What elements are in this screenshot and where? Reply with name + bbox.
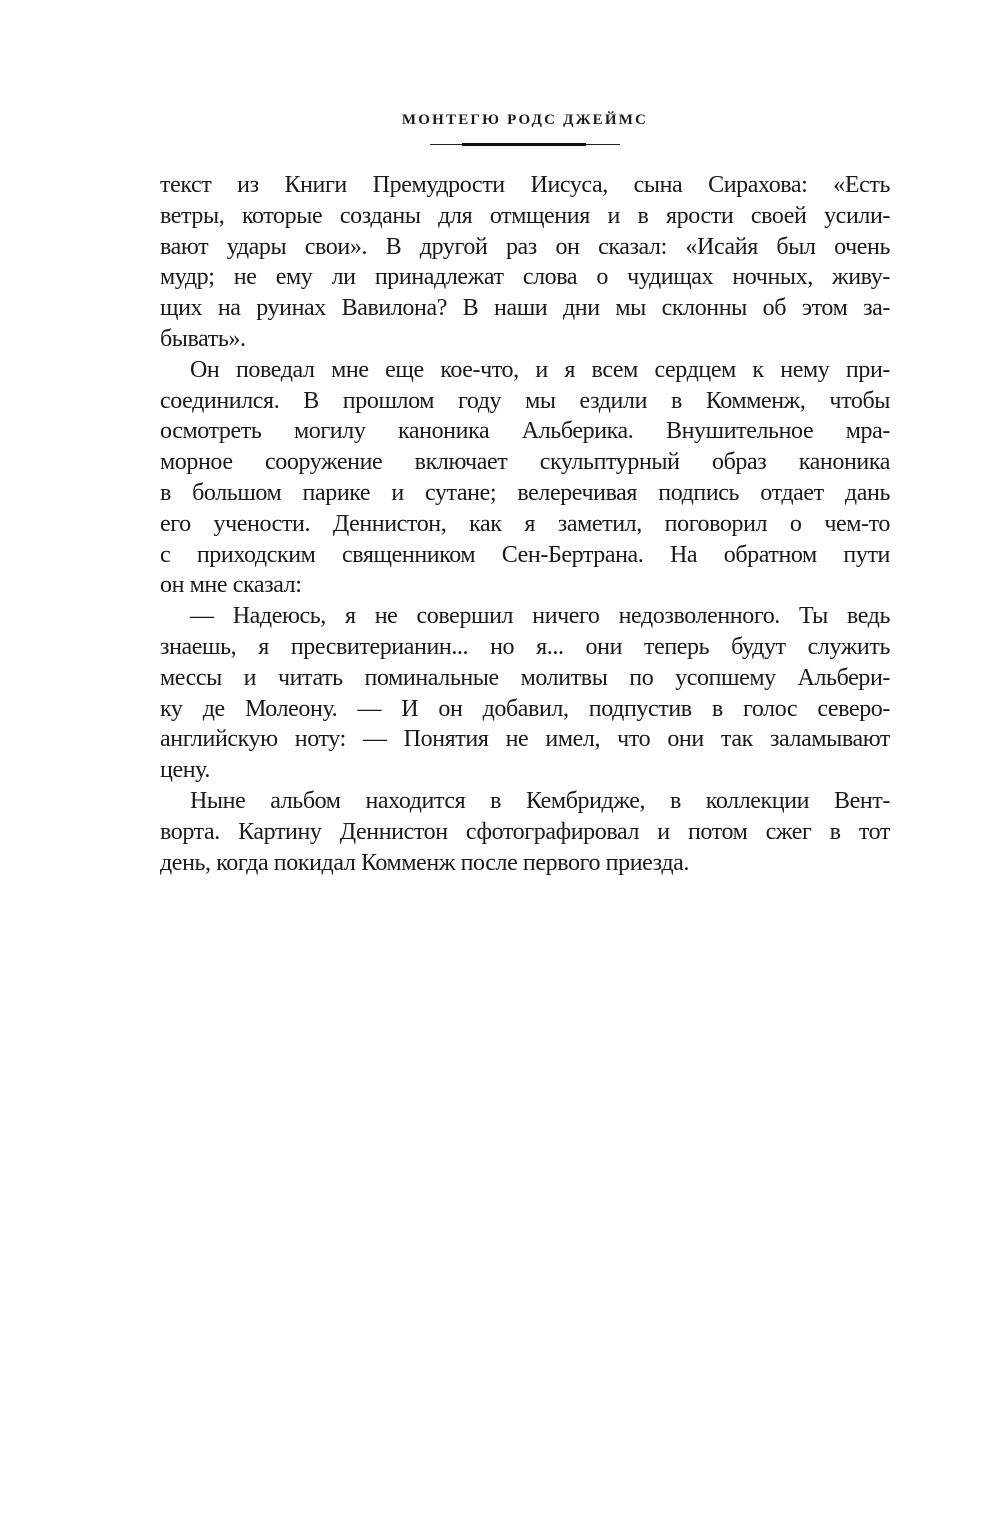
text-line: морное сооружение включает скульптурный образ каноника [160,449,890,476]
text-line: ку де Молеону. — И он добавил, подпустив в голос северо- [160,695,890,722]
text-line: осмотреть могилу каноника Альберика. Внушительное мра- [160,418,890,445]
text-line: текст из Книги Премудрости Иисуса, сына Сирахова: «Есть [160,172,890,198]
text-line: он мне сказал: [160,572,302,599]
text-line: в большом парике и сутане; велеречивая подпись отдает дань [160,479,890,506]
text-line: Ныне альбом находится в Кембридже, в коллекции Вент- [190,787,890,814]
text-line: — Надеюсь, я не совершил ничего недозволенного. Ты ведь [190,603,890,630]
body-text [160,170,890,878]
text-line: цену. [160,757,210,784]
text-line: щих на руинах Вавилона? В наши дни мы склонны об этом за- [160,295,890,322]
text-line: английскую ноту: — Понятия не имел, что они так заламывают [160,726,890,753]
text-line: ветры, которые созданы для отмщения и в ярости своей усили- [160,202,890,229]
text-line: знаешь, я пресвитерианин... но я... они теперь будут служить [160,633,890,660]
header-rule-ornament [462,143,586,146]
text-line: Он поведал мне еще кое-что, и я всем сердцем к нему при- [190,356,890,383]
text-line: соединился. В прошлом году мы ездили в Комменж, чтобы [160,387,890,414]
text-line: с приходским священником Сен-Бертрана. На обратном пути [160,541,890,568]
text-line: вают удары свои». В другой раз он сказал: «Исайя был очень [160,233,890,260]
text-line: его учености. Деннистон, как я заметил, поговорил о чем-то [160,510,890,537]
text-line: мессы и читать поминальные молитвы по усопшему Альбери- [160,664,890,691]
text-line: мудр; не ему ли принадлежат слова о чудищах ночных, живу- [160,264,890,291]
running-head: МОНТЕГЮ РОДС ДЖЕЙМС [401,112,649,128]
text-line: ворта. Картину Деннистон сфотографировал и потом сжег в тот [160,818,890,845]
text-line: бывать». [160,325,246,352]
text-line: день, когда покидал Комменж после первого приезда. [160,849,689,876]
